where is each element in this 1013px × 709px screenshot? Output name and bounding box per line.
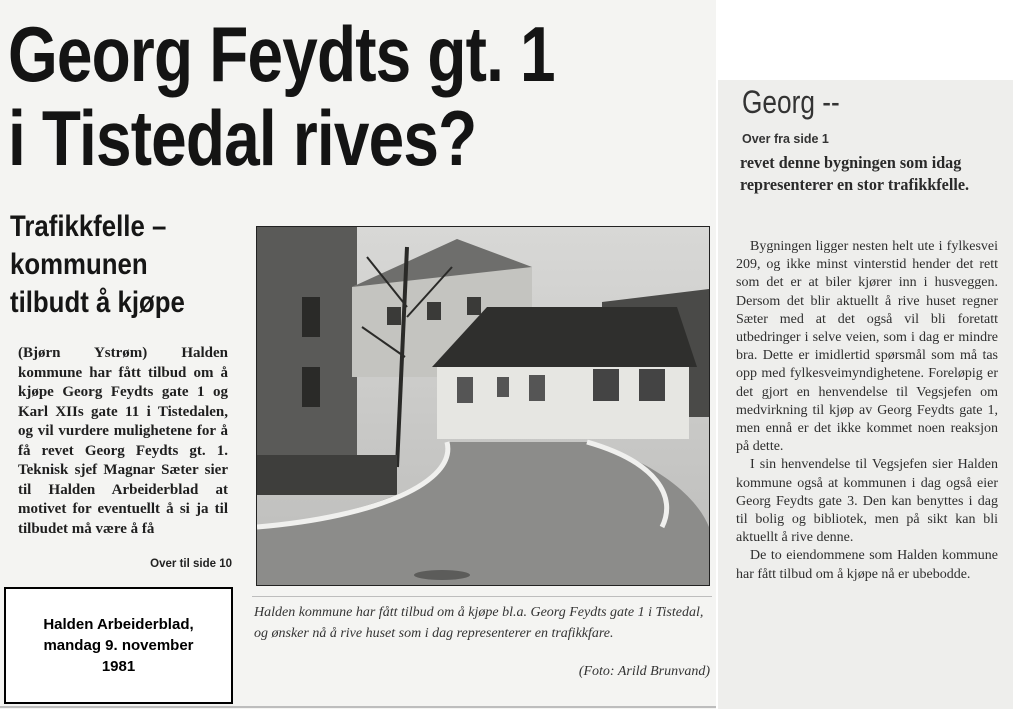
continuation-paragraph-1: Bygningen ligger nesten helt ute i fylkesvei 209, og ikke minst vinterstid hender det rett som det er at biler kjører inn i husveggen. Dersom det blir aktuellt å rive huset regner Sæter med at det også vil bli foretatt utbedringer i selve veien, som i dag er mindre bra. Dette er imidlertid spørsmål som må tas opp med fylkesveimyndighetene. Foreløpig er det gjort en henvendelse til Vegsjefen om medvirkning til kjøp av Georg Feydts gate 1, men ennå er det ikke kommet noen reaksjon på dette. bbox=[736, 239, 998, 455]
headline-line-2: i Tistedal rives? bbox=[8, 94, 477, 182]
article-headline bbox=[8, 12, 582, 180]
photo-credit: (Foto: Arild Brunvand) bbox=[578, 664, 710, 679]
subhead-line-3: tilbudt å kjøpe bbox=[10, 286, 185, 319]
source-line-1: Halden Arbeiderblad, bbox=[43, 616, 194, 633]
continuation-body bbox=[736, 238, 998, 584]
subhead-line-2: kommunen bbox=[10, 248, 148, 281]
headline-line-1: Georg Feydts gt. 1 bbox=[8, 10, 555, 98]
source-line-2: mandag 9. november bbox=[43, 637, 194, 654]
bottom-rule bbox=[0, 706, 716, 708]
caption-divider bbox=[252, 596, 712, 597]
photo-caption: Halden kommune har fått tilbud om å kjøpe bl.a. Georg Feydts gate 1 i Tistedal, og ønsker nå å rive huset som i dag representerer en trafikkfare. bbox=[254, 605, 704, 641]
continuation-paragraph-3: De to eiendommene som Halden kommune har fått tilbud om å kjøpe nå er ubebodde. bbox=[736, 548, 998, 582]
article-photo bbox=[256, 226, 710, 586]
continuation-paragraph-2: I sin henvendelse til Vegsjefen sier Halden kommune også at kommunen i dag også eier Georg Feydts gate 3. Den kan benyttes i dag til bolig og bibliotek, men på sikt kan bli aktuellt å rive denne. bbox=[736, 457, 998, 546]
source-line-3: 1981 bbox=[101, 658, 136, 675]
article-subheadline bbox=[10, 208, 216, 322]
continuation-from: Over fra side 1 bbox=[742, 132, 829, 146]
subhead-line-1: Trafikkfelle – bbox=[10, 210, 167, 243]
article-body: (Bjørn Ystrøm) Halden kommune har fått tilbud om å kjøpe Georg Feydts gate 1 og Karl XIIs gate 11 i Tistedalen, og vil vurdere mulighetene for å få revet Georg Feydts gt. 1. Teknisk sjef Magnar Sæter sier til Halden Arbeiderblad at motivet for eventuellt å si ja til tilbudet må være å få bbox=[18, 345, 228, 537]
street-photo-illustration bbox=[257, 227, 709, 585]
continued-note: Over til side 10 bbox=[150, 558, 232, 570]
continuation-title: Georg -- bbox=[742, 84, 840, 120]
source-label bbox=[4, 587, 233, 704]
continuation-lead: revet denne bygningen som idag representerer en stor trafikkfelle. bbox=[740, 153, 970, 194]
